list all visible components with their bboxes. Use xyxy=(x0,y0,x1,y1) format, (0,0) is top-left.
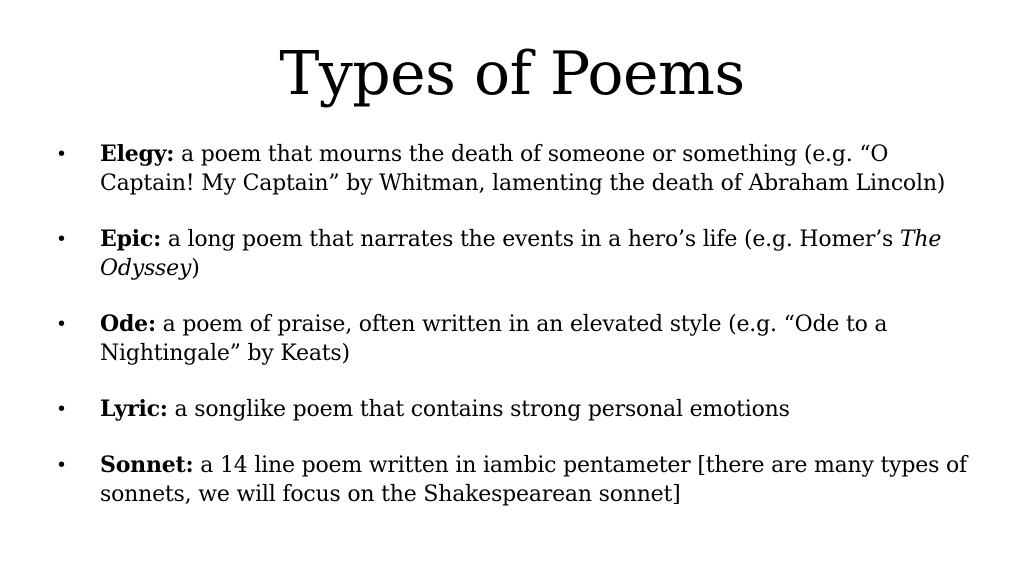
bullet-icon: • xyxy=(58,143,65,165)
bullet-icon: • xyxy=(58,228,65,250)
term-label: Elegy: xyxy=(100,141,175,167)
definition-text: a poem that mourns the death of someone or something (e.g. “O Captain! My Captain” by Whitman, lamenting the death of Abraham Lincoln) xyxy=(100,142,946,196)
term-label: Ode: xyxy=(100,311,156,337)
bullet-item-ode xyxy=(58,310,978,368)
slide-title: Types of Poems xyxy=(279,39,745,109)
term-label: Epic: xyxy=(100,226,162,252)
definition-text: a long poem that narrates the events in a hero’s life (e.g. Homer’s xyxy=(161,227,900,252)
term-label: Sonnet: xyxy=(100,452,194,478)
term-label: Lyric: xyxy=(100,396,168,422)
bullet-item-elegy xyxy=(58,140,978,198)
bullet-icon: • xyxy=(58,313,65,335)
bullet-item-epic xyxy=(58,225,978,283)
work-title: The Odyssey xyxy=(100,227,942,281)
bullet-icon: • xyxy=(58,454,65,476)
bullet-item-lyric xyxy=(58,395,978,424)
definition-text: a songlike poem that contains strong personal emotions xyxy=(167,397,790,422)
definition-text-end: ) xyxy=(191,256,200,281)
definition-text: a poem of praise, often written in an elevated style (e.g. “Ode to a Nightingale” by Keats) xyxy=(100,312,888,366)
bullet-icon: • xyxy=(58,398,65,420)
definition-text: a 14 line poem written in iambic pentameter [there are many types of sonnets, we will focus on the Shakespearean sonnet] xyxy=(100,453,967,507)
bullet-item-sonnet xyxy=(58,451,978,509)
bullet-list xyxy=(58,140,978,536)
